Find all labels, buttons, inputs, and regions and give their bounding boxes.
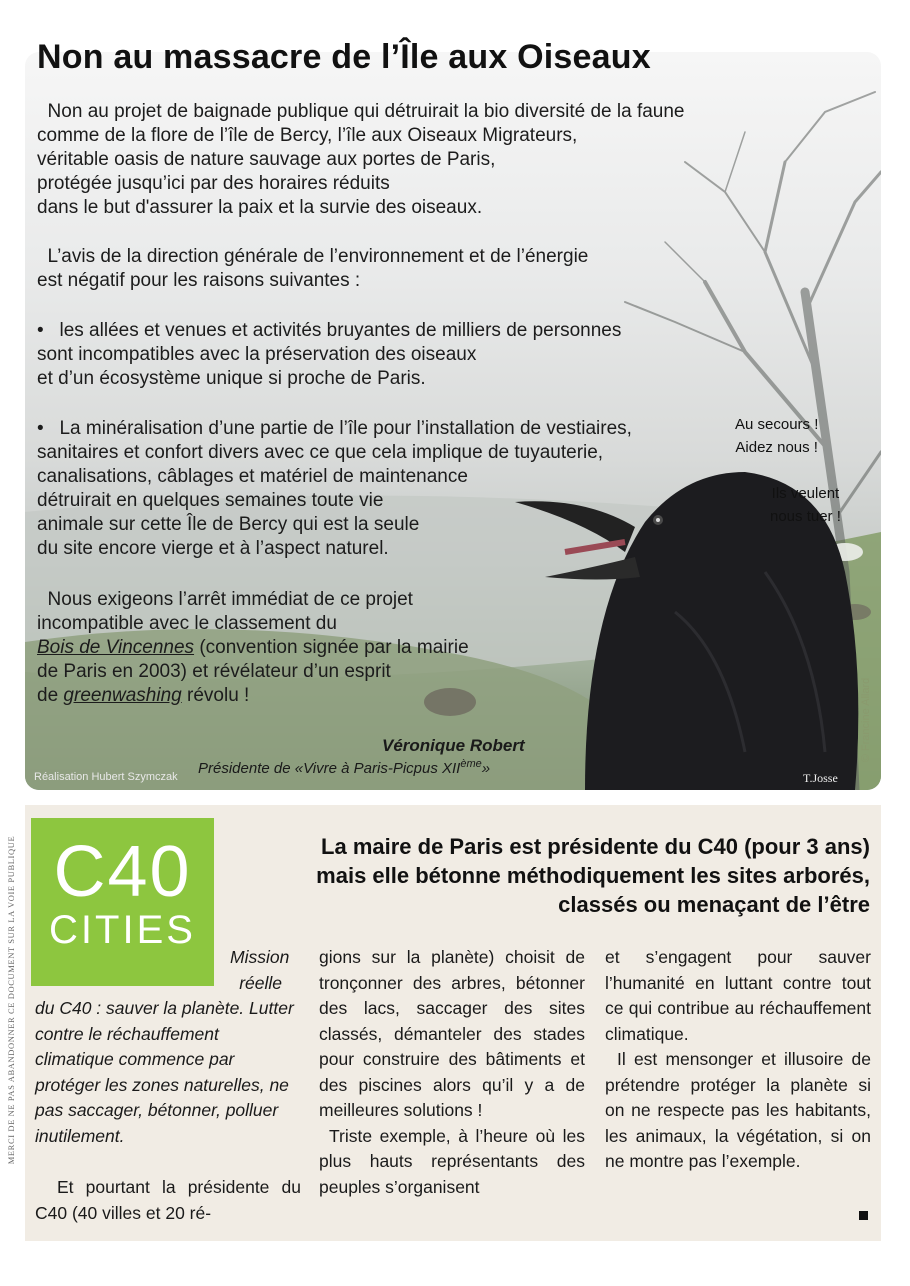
bullet-line: • La minéralisation d’une partie de l’île pour l’installation de vestiaires, [37,418,632,439]
signature-name: Véronique Robert [382,736,525,755]
bois-de-vincennes-link: Bois de Vincennes [37,637,195,658]
signature-role: Présidente de «Vivre à Paris-Picpus XIIème» [198,758,491,777]
avis-line: L’avis de la direction générale de l’environnement et de l’énergie [37,246,589,267]
col3-paragraph2: Il est mensonger et illusoire de prétendre protéger la planète si on ne respecte pas les habitants, les animaux, la végétation, si on ne montre pas l’exemple. [605,1049,871,1171]
bullet-point-2 [37,417,632,561]
speech-bubble-kill: Ils veulent nous tuer ! [770,485,841,525]
c40-cities-logo: C40 CITIES [31,818,214,986]
bullet-line: détruirait en quelques semaines toute vie [37,490,384,511]
avis-line: est négatif pour les raisons suivantes : [37,270,361,291]
column3 [605,945,871,1175]
intro-line: véritable oasis de nature sauvage aux portes de Paris, [37,149,496,170]
demand-paragraph [37,588,469,708]
speech-bubble-help: Au secours ! Aidez nous ! [735,416,819,456]
side-note: MERCI DE NE PAS ABANDONNER CE DOCUMENT SUR LA VOIE PUBLIQUE [6,835,16,1165]
bullet-line: animale sur cette Île de Bercy qui est la seule [37,514,420,535]
bullet-line: sont incompatibles avec la préservation des oiseaux [37,344,477,365]
column2 [319,945,585,1200]
bullet-line: et d’un écosystème unique si proche de Paris. [37,368,426,389]
article-title: Non au massacre de l’Île aux Oiseaux [37,38,651,76]
column1 [35,996,301,1226]
intro-line: comme de la flore de l’île de Bercy, l’île aux Oiseaux Migrateurs, [37,125,578,146]
intro-line: dans le but d'assurer la paix et la survie des oiseaux. [37,197,483,218]
layout-credit: Réalisation Hubert Szymczak [34,771,178,783]
bullet-point-1 [37,319,621,391]
bullet-line: canalisations, câblages et matériel de maintenance [37,466,468,487]
vertical-photo-credit: © Francine Allard [860,677,872,763]
demand-line: incompatible avec le classement du [37,613,337,634]
column1-mission-start: Mission réelle [230,947,290,993]
bullet-line: • les allées et venues et activités bruyantes de milliers de personnes [37,320,622,341]
end-of-article-mark [859,1211,868,1220]
avis-paragraph [37,245,588,293]
photo-credit: T.Josse [803,771,838,785]
demand-line: de Paris en 2003) et révélateur d’un esprit [37,661,391,682]
greenwashing-link: greenwashing [63,685,182,706]
demand-line: Nous exigeons l’arrêt immédiat de ce projet [37,589,413,610]
demand-line: Bois de Vincennes (convention signée par la mairie [37,637,469,658]
demand-line: de greenwashing révolu ! [37,685,250,706]
intro-line: Non au projet de baignade publique qui détruirait la bio diversité de la faune [37,101,685,122]
c40-headline: La maire de Paris est présidente du C40 (pour 3 ans) mais elle bétonne méthodiquement les sites arborés, classés ou menaçant de l’être [316,834,870,917]
bullet-line: sanitaires et confort divers avec ce que cela implique de tuyauterie, [37,442,604,463]
col1-paragraph2: Et pourtant la présidente du C40 (40 villes et 20 ré- [35,1177,301,1223]
mission-paragraph: du C40 : sauver la planète. Lutter contre le réchauffement climatique commence par protéger les zones naturelles, ne pas saccager, bétonner, polluer inutilement. [35,998,294,1146]
col2-paragraph2: Triste exemple, à l’heure où les plus hauts représentants des peuples s’organisent [319,1125,585,1197]
bullet-line: du site encore vierge et à l’aspect naturel. [37,538,389,559]
intro-line: protégée jusqu’ici par des horaires réduits [37,173,390,194]
intro-paragraph [37,100,685,220]
col2-paragraph1: gions sur la planète) choisit de tronçonner des arbres, bétonner des lacs, saccager des sites classés, démanteler des stades pour construire des bâtiments et des piscines alors qu’il y a de meilleures solutions ! [319,947,585,1120]
col3-paragraph1: et s’engagent pour sauver l’humanité en luttant contre tout ce qui contribue au réchauffement climatique. [605,947,871,1044]
